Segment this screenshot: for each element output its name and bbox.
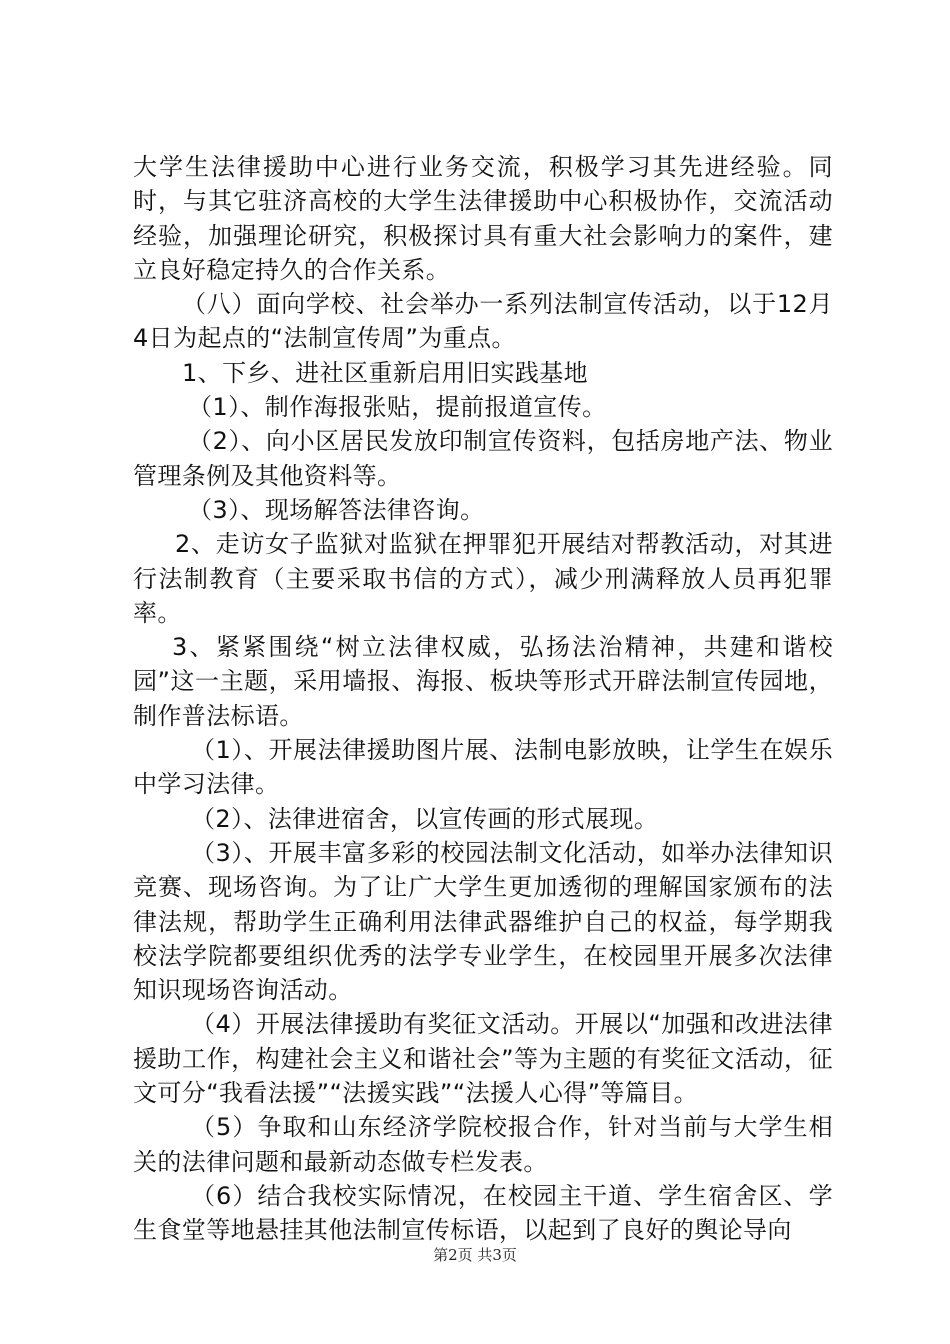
paragraph-item-1-3: （3）、现场解答法律咨询。	[188, 495, 485, 524]
paragraph-continuation: 大学生法律援助中心进行业务交流，积极学习其先进经验。同时，与其它驻济高校的大学生法律援助中心积极协作，交流活动经验，加强理论研究，积极探讨具有重大社会影响力的案件，建立良好稳定持久的合作关系。	[133, 153, 833, 284]
paragraph-item-1: 1、下乡、进社区重新启用旧实践基地	[182, 358, 589, 387]
paragraph-item-3-4: （4）开展法律援助有奖征文活动。开展以“加强和改进法律援助工作，构建社会主义和谐社会”等为主题的有奖征文活动，征文可分“我看法援”“法援实践”“法援人心得”等篇目。	[133, 1010, 833, 1108]
paragraph-item-3: 3、紧紧围绕“树立法律权威，弘扬法治精神，共建和谐校园”这一主题，采用墙报、海报、板块等形式开辟法制宣传园地，制作普法标语。	[133, 633, 833, 730]
page-footer	[0, 1244, 950, 1265]
paragraph-item-3-3: （3）、开展丰富多彩的校园法制文化活动，如举办法律知识竞赛、现场咨询。为了让广大学生更加透彻的理解国家颁布的法律法规，帮助学生正确利用法律武器维护自己的权益，每学期我校法学院都要组织优秀的法学专业学生，在校园里开展多次法律知识现场咨询活动。	[133, 838, 833, 1005]
paragraph-item-3-2: （2）、法律进宿舍，以宣传画的形式展现。	[191, 804, 659, 833]
paragraph-item-1-1: （1）、制作海报张贴，提前报道宣传。	[188, 393, 607, 422]
paragraph-item-3-6: （6）结合我校实际情况，在校园主干道、学生宿舍区、学生食堂等地悬挂其他法制宣传标语，以起到了良好的舆论导向	[133, 1181, 833, 1245]
paragraph-item-1-2: （2）、向小区居民发放印制宣传资料，包括房地产法、物业管理条例及其他资料等。	[133, 427, 833, 490]
paragraph-item-3-5: （5）争取和山东经济学院校报合作，针对当前与大学生相关的法律问题和最新动态做专栏发表。	[133, 1113, 833, 1176]
paragraph-item-2: 2、走访女子监狱对监狱在押罪犯开展结对帮教活动，对其进行法制教育（主要采取书信的方式），减少刑满释放人员再犯罪率。	[133, 530, 833, 627]
page-number-label: 第2页 共3页	[433, 1246, 517, 1264]
paragraph-item-3-1: （1）、开展法律援助图片展、法制电影放映，让学生在娱乐中学习法律。	[133, 736, 833, 799]
document-body	[133, 150, 833, 1248]
paragraph-section-eight: （八）面向学校、社会举办一系列法制宣传活动，以于12月4日为起点的“法制宣传周”为重点。	[133, 290, 833, 353]
